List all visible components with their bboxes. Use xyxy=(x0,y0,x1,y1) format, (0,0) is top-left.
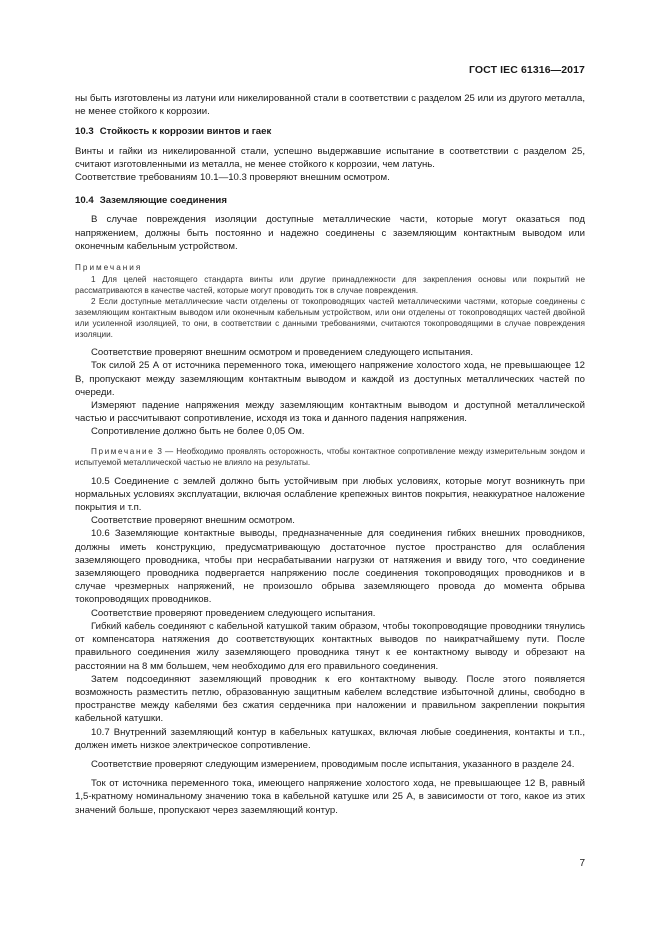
paragraph: Соответствие проверяют внешним осмотром. xyxy=(91,515,295,527)
paragraph-intro: ны быть изготовлены из латуни или никелированной стали в соответствии с разделом 25 или из другого металла, не менее стойкого к коррозии. xyxy=(75,93,585,118)
paragraph: Соответствие проверяют внешним осмотром и проведением следующего испытания. xyxy=(91,347,474,359)
paragraph: Соответствие требованиям 10.1—10.3 проверяют внешним осмотром. xyxy=(75,172,390,184)
paragraph: Сопротивление должно быть не более 0,05 Ом. xyxy=(91,426,305,438)
section-title: Стойкость к коррозии винтов и гаек xyxy=(99,126,272,138)
section-heading-10-4 xyxy=(75,194,585,207)
section-title: Заземляющие соединения xyxy=(99,195,227,207)
note-3 xyxy=(75,446,585,468)
document-body xyxy=(75,92,585,817)
page-number: 7 xyxy=(579,858,585,869)
paragraph: Соответствие проверяют проведением следующего испытания. xyxy=(91,607,376,619)
paragraph-10-5: 10.5 Соединение с землей должно быть устойчивым при любых условиях, которые могут возникнуть при нормальных условиях эксплуатации, включая ослабление крепежных винтов покрытия, неаккуратное наложение покрытия и т.п. xyxy=(75,475,585,514)
section-number: 10.3 xyxy=(75,126,94,138)
note-2: 2 Если доступные металлические части отделены от токопроводящих частей металлическими частями, которые соединены с заземляющим контактным выводом или оконечным кабельным устройством, или они отделены от токопроводящих частей двойной или усиленной изоляцией, то они, в соответствии с данными требованиями, считаются токопроводящими в случае повреждения изоляции. xyxy=(75,297,585,340)
paragraph: Гибкий кабель соединяют с кабельной катушкой таким образом, чтобы токопроводящие проводники тянулись от компенсатора натяжения до соответствующих контактных выводов по наикратчайшему пути. После правильного соединения жилу заземляющего проводника тянут к ее контактному выводу и обрезают на расстоянии на 8 мм большем, чем необходимо для его правильного соединения. xyxy=(75,620,585,672)
note-3-text: 3 — Необходимо проявлять осторожность, чтобы контактное сопротивление между измерительным зондом и испытуемой металлической частью не влияло на результаты. xyxy=(75,446,585,467)
notes-heading: Примечания xyxy=(75,263,143,273)
section-heading-10-3 xyxy=(75,125,585,138)
paragraph-10-6: 10.6 Заземляющие контактные выводы, предназначенные для соединения гибких внешних проводников, должны иметь конструкцию, предусматривающую достаточное пустое пространство для ослабления заземляющего проводника, чтобы при несрабатывании нагрузки от натяжения и ввиду того, что соединение заземляющего проводника подвергается напряжению после соединения токопроводящих проводников и в случае чрезмерных напряжений, не произошло обрыва заземляющего провода до момента обрыва токопроводящих проводников. xyxy=(75,528,585,606)
paragraph: Ток от источника переменного тока, имеющего напряжение холостого хода, не превышающее 12 В, равный 1,5-кратному номинальному значению тока в кабельной катушке или 25 А, в зависимости от того, какое из этих значений больше, пропускают через заземляющий контур. xyxy=(75,778,585,816)
paragraph: Винты и гайки из никелированной стали, успешно выдержавшие испытание в соответствии с разделом 25, считают изготовленными из металла, не менее стойкого к коррозии, чем латунь. xyxy=(75,145,585,170)
paragraph: Затем подсоединяют заземляющий проводник к его контактному выводу. После этого появляется возможность разместить петлю, образованную защитным кабелем вследствие избыточной длины, свободно в пространстве между кабелями без сжатия сердечника при наложении и правильном закреплении покрытия кабельной катушки. xyxy=(75,673,585,725)
paragraph: В случае повреждения изоляции доступные металлические части, которые могут оказаться под напряжением, должны быть постоянно и надежно соединены с заземляющим контактным выводом или оконечным кабельным устройством. xyxy=(75,214,585,252)
paragraph-10-7: 10.7 Внутренний заземляющий контур в кабельных катушках, включая любые соединения, контакты и т.п., должен иметь низкое электрическое сопротивление. xyxy=(75,726,585,751)
paragraph: Ток силой 25 А от источника переменного тока, имеющего напряжение холостого хода, не превышающее 12 В, пропускают между заземляющим контактным выводом и каждой из доступных металлических частей по очереди. xyxy=(75,360,585,398)
note-3-label: Примечание xyxy=(91,446,155,456)
paragraph: Соответствие проверяют следующим измерением, проводимым после испытания, указанного в разделе 24. xyxy=(91,758,575,770)
section-number: 10.4 xyxy=(75,195,94,207)
paragraph: Измеряют падение напряжения между заземляющим контактным выводом и доступной металлической частью и рассчитывают сопротивление, исходя из тока и данного падения напряжения. xyxy=(75,400,585,425)
doc-code-header: ГОСТ IEC 61316—2017 xyxy=(468,64,585,76)
note-1: 1 Для целей настоящего стандарта винты или другие принадлежности для закрепления основы или покрытий не рассматриваются в качестве частей, которые могут проводить ток в случае повреждения. xyxy=(75,275,585,296)
